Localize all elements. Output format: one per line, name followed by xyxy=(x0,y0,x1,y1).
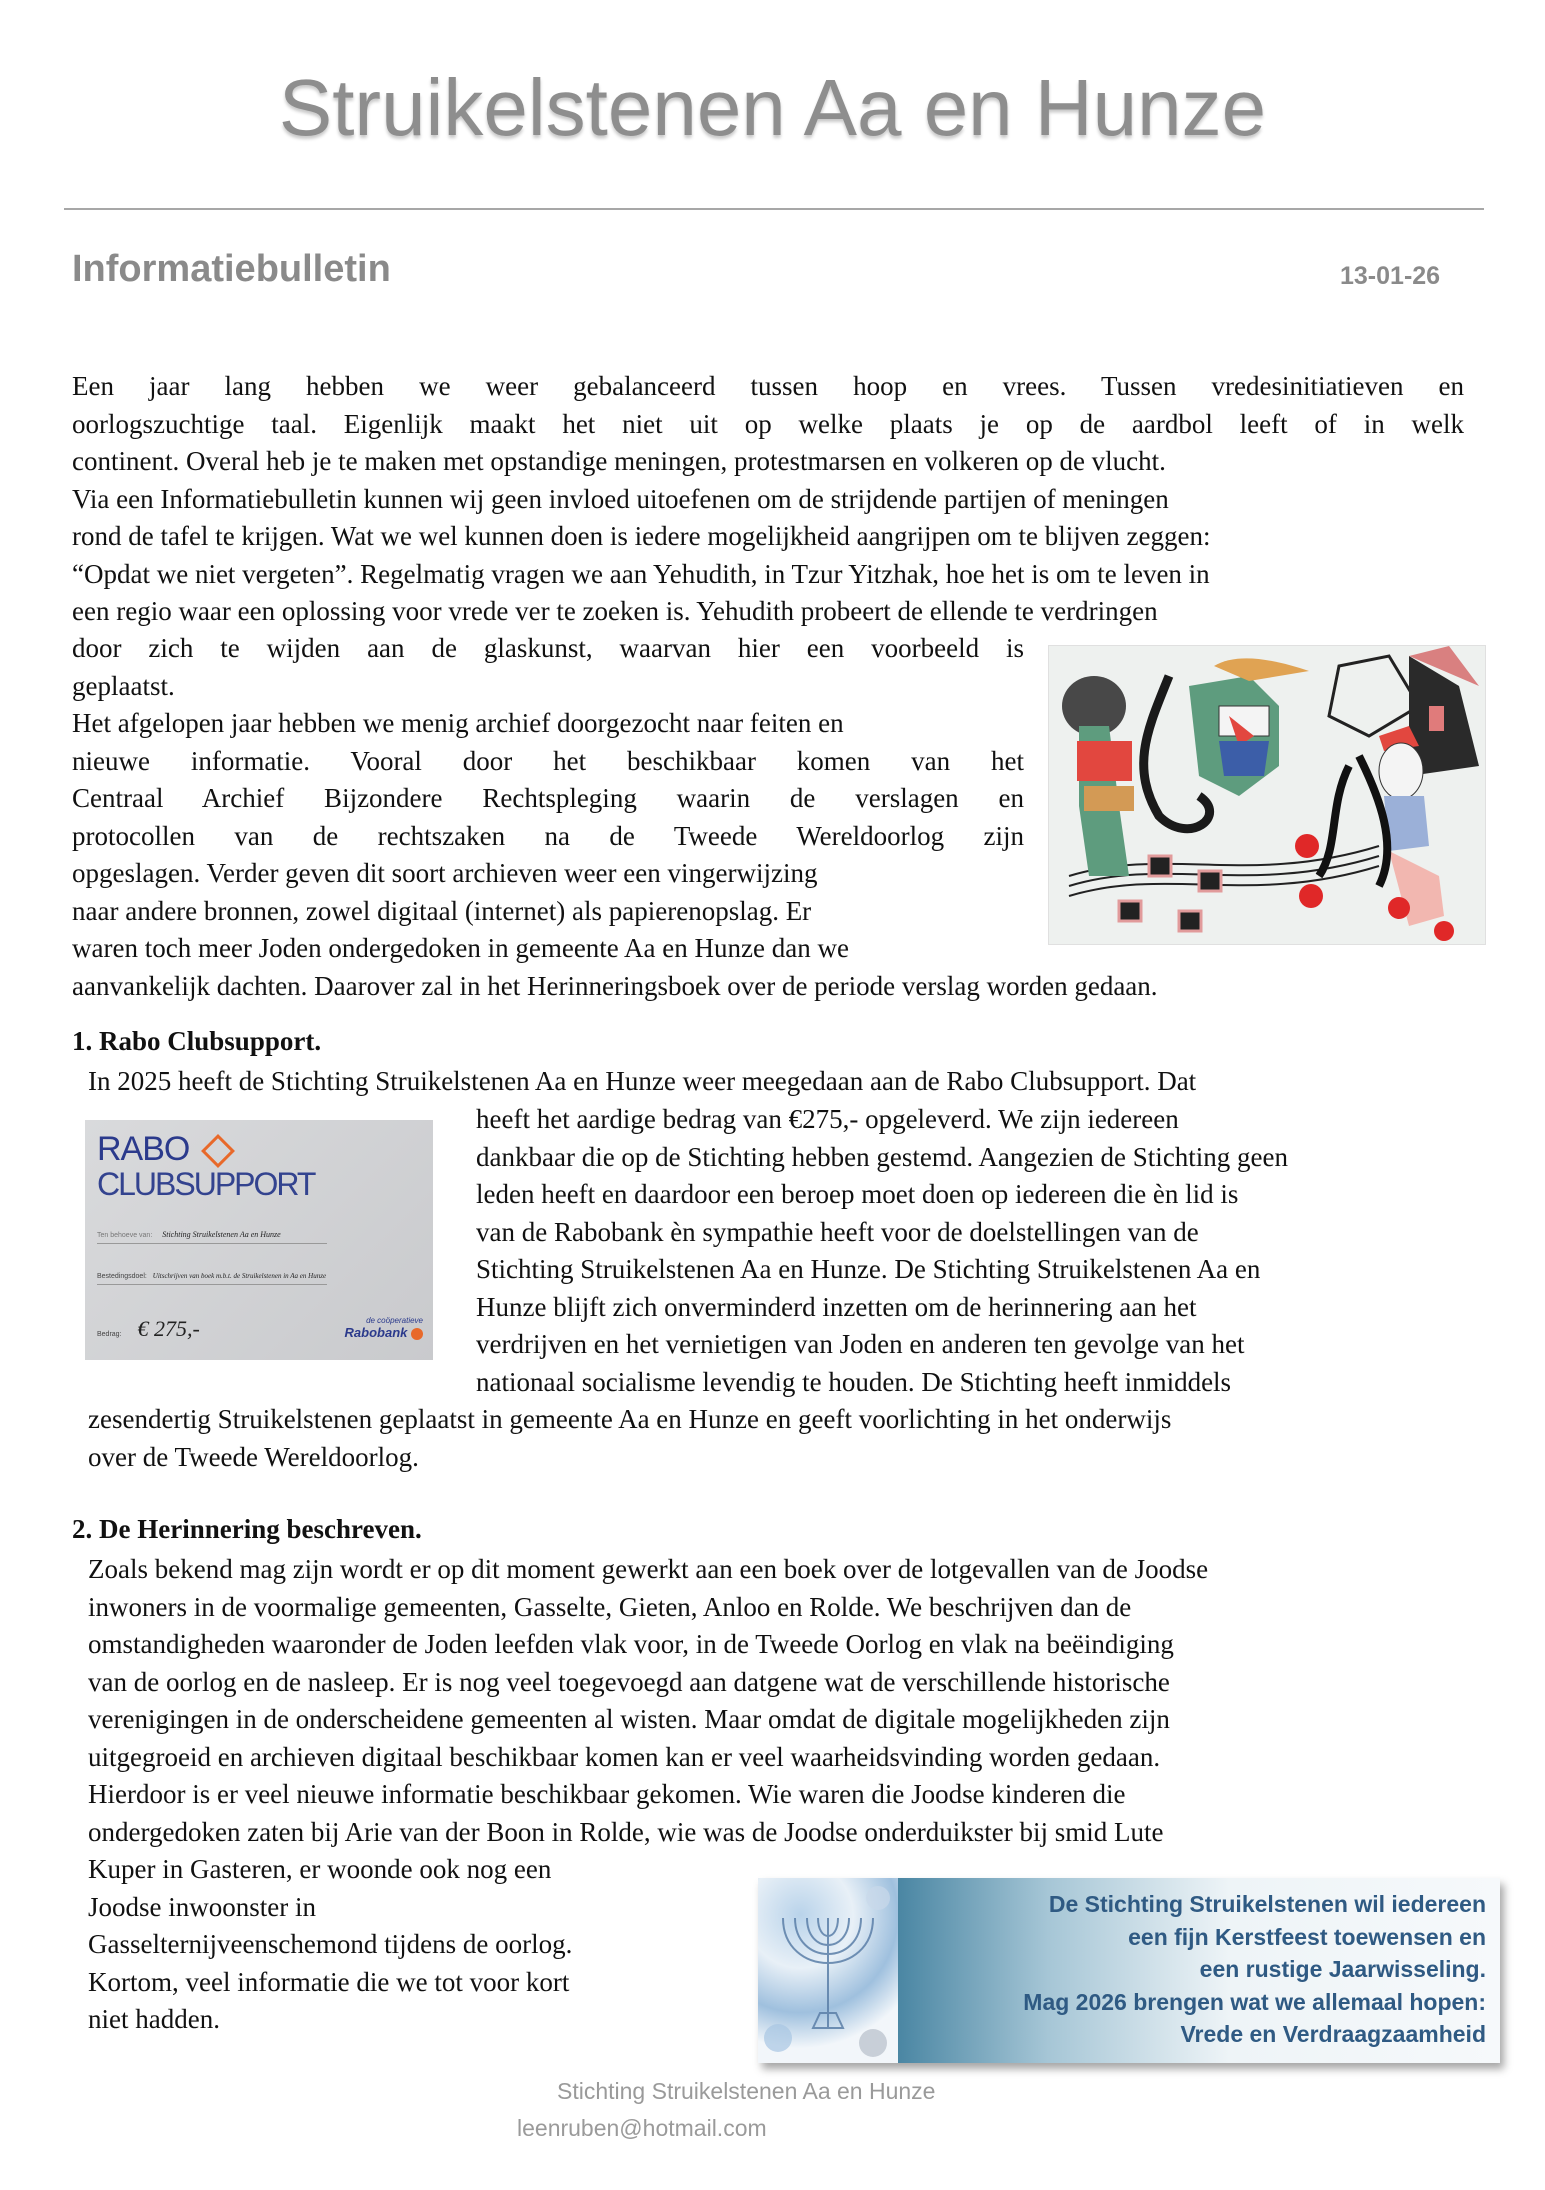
glass-art-illustration xyxy=(1049,646,1485,944)
text-line: Een jaar lang hebben we weer gebalanceerd tussen hoop en vrees. Tussen vredesinitiatieven en xyxy=(72,371,1464,401)
text-line: Het afgelopen jaar hebben we menig archief doorgezocht naar feiten en xyxy=(72,708,844,738)
rabo-brand-bottom: CLUBSUPPORT xyxy=(97,1166,315,1202)
footer-organization: Stichting Struikelstenen Aa en Hunze xyxy=(557,2078,936,2104)
text-line: zesendertig Struikelstenen geplaatst in gemeente Aa en Hunze en geeft voorlichting in het onderwijs xyxy=(88,1404,1172,1434)
text-line: Kortom, veel informatie die we tot voor kort xyxy=(88,1966,570,1997)
section-2-paragraph xyxy=(88,1551,1488,1851)
text-line: niet hadden. xyxy=(88,2004,220,2034)
section-2-heading: 2. De Herinnering beschreven. xyxy=(72,1514,422,1544)
text-line: een regio waar een oplossing voor vrede ver te zoeken is. Yehudith probeert de ellende te verdringen xyxy=(72,596,1158,626)
text-line: Hunze blijft zich onverminderd inzetten om de herinnering aan het xyxy=(476,1291,1197,1322)
text-line: In 2025 heeft de Stichting Struikelstenen Aa en Hunze weer meegedaan aan de Rabo Clubsupport. Dat xyxy=(88,1066,1197,1096)
text-line: geplaatst. xyxy=(72,670,175,701)
text-line: van de oorlog en de nasleep. Er is nog veel toegevoegd aan datgene wat de verschillende historische xyxy=(88,1666,1170,1697)
card-field-beneficiary: Ten behoeve van: Stichting Struikelstenen Aa en Hunze xyxy=(97,1230,327,1244)
text-line: Kuper in Gasteren, er woonde ook nog een xyxy=(88,1854,552,1884)
menorah-pattern xyxy=(758,1878,898,2063)
text-line: Stichting Struikelstenen Aa en Hunze. De Stichting Struikelstenen Aa en xyxy=(476,1254,1261,1284)
text-line: naar andere bronnen, zowel digitaal (internet) als papierenopslag. Er xyxy=(72,895,812,926)
section-1-first-line xyxy=(88,1063,1488,1101)
banner-line: Vrede en Verdraagzaamheid xyxy=(1180,2021,1486,2047)
bulletin-label: Informatiebulletin xyxy=(72,248,391,290)
text-line: Zoals bekend mag zijn wordt er op dit moment gewerkt aan een boek over de lotgevallen van de Joodse xyxy=(88,1554,1209,1584)
text-line: continent. Overal heb je te maken met opstandige meningen, protestmarsen en volkeren op de vlucht. xyxy=(72,446,1166,476)
banner-gradient xyxy=(898,1878,1500,2063)
footer-email[interactable]: leenruben@hotmail.com xyxy=(517,2115,767,2141)
text-line: leden heeft en daardoor een beroep moet doen op iedereen die èn lid is xyxy=(476,1179,1239,1209)
text-line: Joodse inwoonster in xyxy=(88,1891,316,1922)
season-greetings-banner xyxy=(758,1878,1500,2063)
banner-line: een fijn Kerstfeest toewensen en xyxy=(1128,1923,1486,1950)
text-line: dankbaar die op de Stichting hebben gestemd. Aangezien de Stichting geen xyxy=(476,1141,1289,1172)
banner-message xyxy=(1023,1888,1486,2051)
issue-date: 13-01-26 xyxy=(1340,262,1441,290)
intro-paragraph xyxy=(72,368,1464,631)
text-line: rond de tafel te krijgen. Wat we wel kunnen doen is iedere mogelijkheid aangrijpen om te blijven zeggen: xyxy=(72,521,1211,551)
rabobank-logo: de coöperatieve Rabobank xyxy=(344,1316,423,1340)
section-1-wrapped-text xyxy=(476,1101,1486,1401)
header-divider xyxy=(64,208,1484,210)
text-line: uitgegroeid en archieven digitaal beschikbaar komen kan er veel waarheidsvinding worden gedaan. xyxy=(88,1741,1161,1772)
text-line: omstandigheden waaronder de Joden leefden vlak voor, in de Tweede Oorlog en vlak na beëindiging xyxy=(88,1629,1174,1659)
text-line: heeft het aardige bedrag van €275,- opgeleverd. We zijn iedereen xyxy=(476,1104,1179,1134)
banner-line: De Stichting Struikelstenen wil iedereen xyxy=(1048,1891,1486,1917)
section-1-closing-text xyxy=(88,1401,1488,1476)
text-line: over de Tweede Wereldoorlog. xyxy=(88,1441,419,1472)
rabo-diamond-icon xyxy=(201,1134,235,1168)
text-line: aanvankelijk dachten. Daarover zal in het Herinneringsboek over de periode verslag worden gedaan. xyxy=(72,970,1158,1001)
text-line: verenigingen in de onderscheidene gemeenten al wisten. Maar omdat de digitale mogelijkheden zijn xyxy=(88,1704,1170,1734)
card-field-purpose: Bestedingsdoel: Uitschrijven van boek m.b.t. de Struikelstenen in Aa en Hunze xyxy=(97,1272,327,1285)
intro-wrapped-text xyxy=(72,630,1158,1005)
text-line: door zich te wijden aan de glaskunst, waarvan hier een voorbeeld is xyxy=(72,633,1024,663)
text-line: nieuwe informatie. Vooral door het beschikbaar komen van het xyxy=(72,745,1024,776)
text-line: waren toch meer Joden ondergedoken in gemeente Aa en Hunze dan we xyxy=(72,933,849,963)
text-line: nationaal socialisme levendig te houden. De Stichting heeft inmiddels xyxy=(476,1366,1232,1397)
rabo-brand-top: RABO xyxy=(97,1130,230,1169)
text-line: “Opdat we niet vergeten”. Regelmatig vragen we aan Yehudith, in Tzur Yitzhak, hoe het is om te leven in xyxy=(72,558,1210,589)
rabo-clubsupport-card xyxy=(85,1120,433,1360)
text-line: inwoners in de voormalige gemeenten, Gasselte, Gieten, Anloo en Rolde. We beschrijven dan de xyxy=(88,1591,1132,1622)
text-line: protocollen van de rechtszaken na de Tweede Wereldoorlog zijn xyxy=(72,820,1024,851)
text-line: Centraal Archief Bijzondere Rechtspleging waarin de verslagen en xyxy=(72,783,1024,813)
text-line: opgeslagen. Verder geven dit soort archieven weer een vingerwijzing xyxy=(72,858,818,888)
menorah-icon xyxy=(758,1878,898,2063)
banner-line: een rustige Jaarwisseling. xyxy=(1199,1956,1486,1982)
section-1-heading: 1. Rabo Clubsupport. xyxy=(72,1026,322,1056)
text-line: van de Rabobank èn sympathie heeft voor de doelstellingen van de xyxy=(476,1216,1199,1247)
text-line: Via een Informatiebulletin kunnen wij geen invloed uitoefenen om de strijdende partijen of meningen xyxy=(72,483,1169,514)
text-line: oorlogszuchtige taal. Eigenlijk maakt het niet uit op welke plaats je op de aardbol leeft of in welk xyxy=(72,408,1464,439)
glass-art-image xyxy=(1048,645,1486,945)
text-line: ondergedoken zaten bij Arie van der Boon in Rolde, wie was de Joodse onderduikster bij smid Lute xyxy=(88,1816,1164,1847)
text-line: Gasselternijveenschemond tijdens de oorlog. xyxy=(88,1929,573,1959)
section-2-wrapped-text xyxy=(88,1851,738,2039)
text-line: verdrijven en het vernietigen van Joden en anderen ten gevolge van het xyxy=(476,1329,1245,1359)
banner-line: Mag 2026 brengen wat we allemaal hopen: xyxy=(1023,1988,1486,2015)
rabobank-ball-icon xyxy=(411,1328,423,1340)
text-line: Hierdoor is er veel nieuwe informatie beschikbaar gekomen. Wie waren die Joodse kinderen die xyxy=(88,1779,1126,1809)
site-title: Struikelstenen Aa en Hunze xyxy=(278,63,1267,152)
card-field-amount: Bedrag: € 275,- xyxy=(97,1316,200,1341)
